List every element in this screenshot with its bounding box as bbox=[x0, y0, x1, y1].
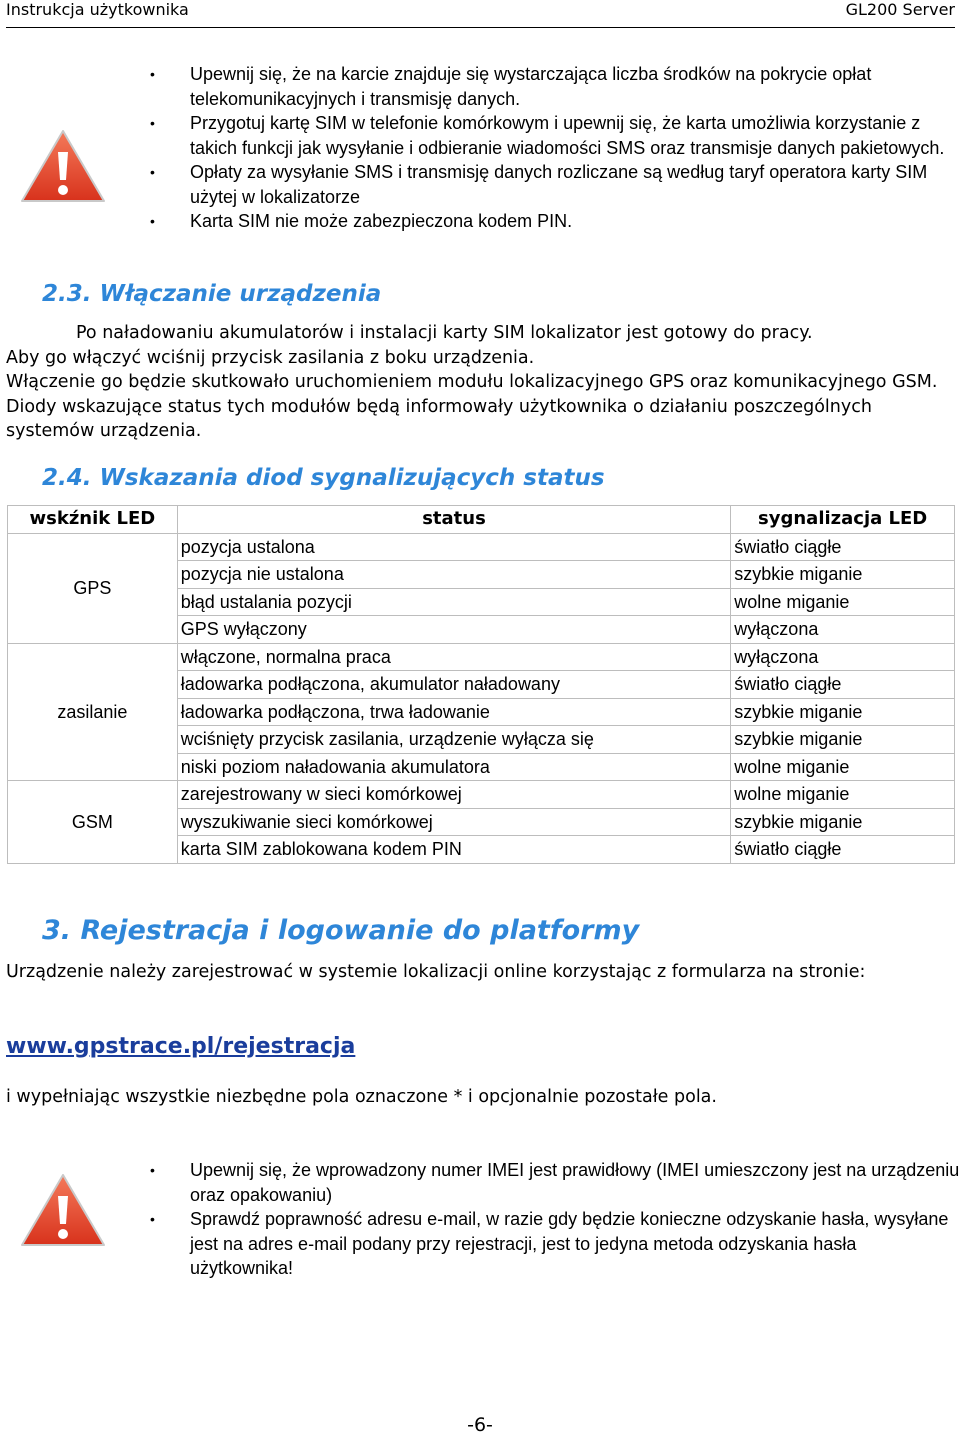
status-cell: zarejestrowany w sieci komórkowej bbox=[177, 781, 731, 809]
section-3-title: 3. Rejestracja i logowanie do platformy bbox=[42, 915, 640, 946]
table-row bbox=[8, 781, 955, 809]
signal-cell: wolne miganie bbox=[731, 781, 955, 809]
status-cell: pozycja ustalona bbox=[177, 533, 731, 561]
led-group-gsm: GSM bbox=[8, 781, 178, 864]
column-header: status bbox=[177, 506, 731, 534]
led-group-gps: GPS bbox=[8, 533, 178, 643]
registration-link[interactable]: www.gpstrace.pl/rejestracja bbox=[6, 1034, 356, 1059]
section-2-3-body bbox=[6, 321, 956, 444]
header-product-name: GL200 Server bbox=[845, 0, 955, 19]
status-cell: ładowarka podłączona, trwa ładowanie bbox=[177, 698, 731, 726]
section-3-after: i wypełniając wszystkie niezbędne pola oznaczone * i opcjonalnie pozostałe pola. bbox=[6, 1087, 717, 1107]
paragraph: Włączenie go będzie skutkowało uruchomieniem modułu lokalizacyjnego GPS oraz komunikacyjnego GSM. Diody wskazujące status tych modułów będą informowały użytkownika o działaniu poszczególnych systemów urządzenia. bbox=[6, 372, 938, 441]
list-item: • Upewnij się, że na karcie znajduje się wystarczająca liczba środków na pokrycie opłat telekomunikacyjnych i transmisję danych. bbox=[150, 62, 960, 111]
signal-cell: światło ciągłe bbox=[731, 671, 955, 699]
header-doc-title: Instrukcja użytkownika bbox=[6, 0, 189, 19]
led-group-power: zasilanie bbox=[8, 643, 178, 781]
paragraph: Aby go włączyć wciśnij przycisk zasilania z boku urządzenia. bbox=[6, 347, 535, 368]
signal-cell: szybkie miganie bbox=[731, 561, 955, 589]
table-header-row bbox=[8, 506, 955, 534]
signal-cell: wolne miganie bbox=[731, 753, 955, 781]
warning-triangle-icon bbox=[20, 1172, 106, 1248]
signal-cell: światło ciągłe bbox=[731, 533, 955, 561]
signal-cell: światło ciągłe bbox=[731, 836, 955, 864]
column-header: wskźnik LED bbox=[8, 506, 178, 534]
signal-cell: wyłączona bbox=[731, 643, 955, 671]
signal-cell: szybkie miganie bbox=[731, 726, 955, 754]
paragraph: Po naładowaniu akumulatorów i instalacji karty SIM lokalizator jest gotowy do pracy. bbox=[76, 323, 813, 343]
signal-cell: szybkie miganie bbox=[731, 698, 955, 726]
list-item: • Opłaty za wysyłanie SMS i transmisję danych rozliczane są według taryf operatora karty SIM użytej w lokalizatorze bbox=[150, 160, 960, 209]
table-row bbox=[8, 643, 955, 671]
registration-link-wrap bbox=[6, 1034, 355, 1059]
list-item: • Przygotuj kartę SIM w telefonie komórkowym i upewnij się, że karta umożliwia korzystanie z takich funkcji jak wysyłanie i odbieranie wiadomości SMS oraz transmisje danych pakietowych. bbox=[150, 111, 960, 160]
table-row bbox=[8, 533, 955, 561]
status-cell: błąd ustalania pozycji bbox=[177, 588, 731, 616]
signal-cell: wyłączona bbox=[731, 616, 955, 644]
section-2-3-title: 2.3. Włączanie urządzenia bbox=[42, 281, 382, 307]
status-cell: karta SIM zablokowana kodem PIN bbox=[177, 836, 731, 864]
column-header: sygnalizacja LED bbox=[731, 506, 955, 534]
status-cell: wyszukiwanie sieci komórkowej bbox=[177, 808, 731, 836]
section-3-intro: Urządzenie należy zarejestrować w systemie lokalizacji online korzystając z formularza na stronie: bbox=[6, 962, 866, 982]
status-cell: niski poziom naładowania akumulatora bbox=[177, 753, 731, 781]
list-item: • Upewnij się, że wprowadzony numer IMEI jest prawidłowy (IMEI umieszczony jest na urządzeniu oraz opakowaniu) bbox=[150, 1158, 960, 1207]
led-status-table bbox=[7, 505, 955, 864]
warning-list-1 bbox=[150, 62, 960, 234]
warning-list-2 bbox=[150, 1158, 960, 1281]
status-cell: wciśnięty przycisk zasilania, urządzenie wyłącza się bbox=[177, 726, 731, 754]
page-header bbox=[0, 0, 960, 24]
signal-cell: wolne miganie bbox=[731, 588, 955, 616]
status-cell: ładowarka podłączona, akumulator naładowany bbox=[177, 671, 731, 699]
status-cell: GPS wyłączony bbox=[177, 616, 731, 644]
status-cell: włączone, normalna praca bbox=[177, 643, 731, 671]
signal-cell: szybkie miganie bbox=[731, 808, 955, 836]
warning-triangle-icon bbox=[20, 128, 106, 204]
header-divider bbox=[6, 27, 955, 28]
page-number: -6- bbox=[467, 1414, 493, 1436]
list-item: • Sprawdź poprawność adresu e-mail, w razie gdy będzie konieczne odzyskanie hasła, wysyłane jest na adres e-mail podany przy rejestracji, jest to jedyna metoda odzyskania hasła użytkownika! bbox=[150, 1207, 960, 1281]
status-cell: pozycja nie ustalona bbox=[177, 561, 731, 589]
list-item: • Karta SIM nie może zabezpieczona kodem PIN. bbox=[150, 209, 960, 234]
section-2-4-title: 2.4. Wskazania diod sygnalizujących status bbox=[42, 465, 605, 491]
